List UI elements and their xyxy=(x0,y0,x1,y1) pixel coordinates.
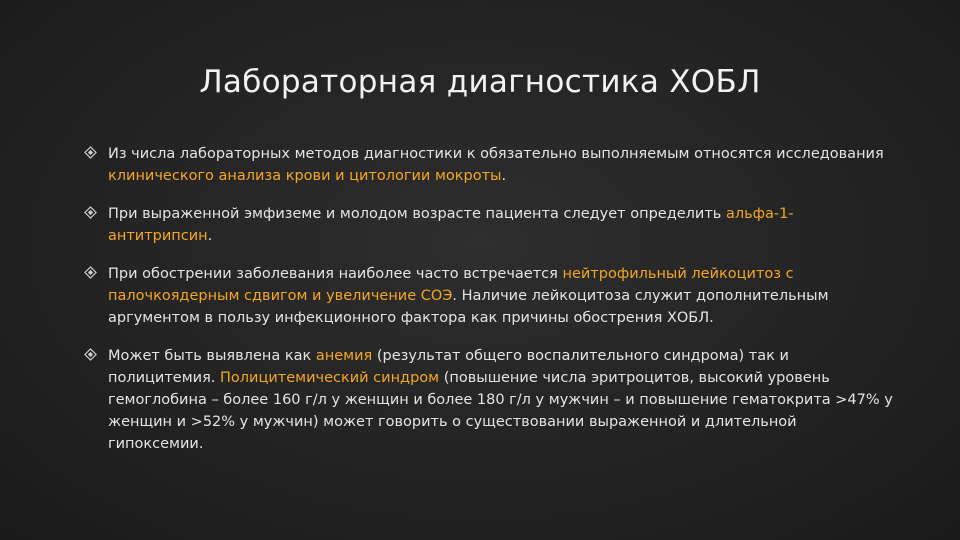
bullet-text: . Наличие лейкоцитоза служит дополнительным аргументом в пользу инфекционного фактора как причины обострения ХОБЛ. xyxy=(108,288,829,326)
slide-title: Лабораторная диагностика ХОБЛ xyxy=(199,64,761,100)
highlighted-text: альфа-1-антитрипсин xyxy=(108,206,794,244)
bullet-text: (повышение числа эритроцитов, высокий уровень гемоглобина – более 160 г/л у женщин и более 180 г/л у мужчин – и повышение гематокрита >47% у женщин и >52% у мужчин) может говорить о существовании выраженной и длительной гипоксемии. xyxy=(108,370,893,452)
diamond-bullet-icon xyxy=(84,266,97,279)
bullet-item xyxy=(84,345,894,455)
highlighted-text: клинического анализа крови и цитологии мокроты xyxy=(108,168,502,184)
bullet-list xyxy=(84,143,894,455)
highlighted-text: Полицитемический синдром xyxy=(220,370,440,386)
bullet-text: (результат общего воспалительного синдрома) так и полицитемия. xyxy=(108,348,789,386)
highlighted-text: анемия xyxy=(315,348,373,364)
bullet-item xyxy=(84,263,894,329)
bullet-text: При обострении заболевания наиболее часто встречается xyxy=(108,266,563,282)
bullet-text: Может быть выявлена как xyxy=(108,348,316,364)
diamond-bullet-icon xyxy=(84,146,97,159)
bullet-text: . xyxy=(207,228,213,244)
bullet-item xyxy=(84,203,894,247)
diamond-bullet-icon xyxy=(84,206,97,219)
highlighted-text: нейтрофильный лейкоцитоз с палочкоядерным сдвигом и увеличение СОЭ xyxy=(108,266,794,304)
bullet-item xyxy=(84,143,894,187)
bullet-text: . xyxy=(501,168,507,184)
bullet-text: Из числа лабораторных методов диагностики к обязательно выполняемым относятся исследования xyxy=(108,146,884,162)
bullet-text: При выраженной эмфиземе и молодом возрасте пациента следует определить xyxy=(108,206,726,222)
diamond-bullet-icon xyxy=(84,348,97,361)
